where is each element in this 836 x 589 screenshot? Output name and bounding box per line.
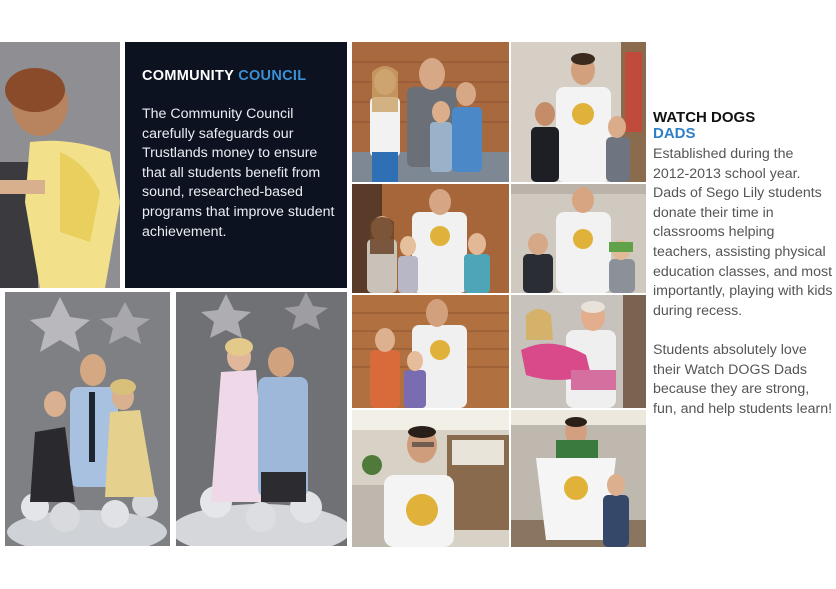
photo-watchdog-dad-boy-girl: [511, 184, 646, 293]
photo-dad-daughter-dance: [176, 292, 347, 546]
council-title-accent: COUNCIL: [238, 68, 307, 84]
photo-watchdog-dad-four-kids: [352, 42, 509, 182]
community-council-box: [125, 42, 347, 288]
watch-dogs-body: [653, 145, 833, 439]
photo-watchdog-dad-boy-and-girl-brick: [352, 295, 509, 408]
council-title-main: COMMUNITY: [142, 68, 234, 84]
photo-girl-yellow-dress: [0, 42, 120, 288]
watch-dogs-paragraph-2: Students absolutely love their Watch DOGS Dads because they are strong, fun, and help students learn!: [653, 341, 833, 417]
watch-dogs-subtitle: DADS: [653, 125, 696, 142]
council-body-text: The Community Council carefully safeguards our Trustlands money to ensure that all students benefit from sound, researched-based programs that improve student achievement.: [142, 106, 335, 240]
watch-dogs-title: WATCH DOGS: [653, 109, 756, 126]
photo-watchdog-dad-two-boys: [511, 42, 646, 182]
photo-watchdog-dad-classroom: [352, 410, 509, 547]
photo-watchdog-dad-three-girls: [352, 184, 509, 293]
council-title: [142, 68, 306, 84]
photo-watchdog-dad-lifting-girl: [511, 295, 646, 408]
photo-dad-two-daughters-dance: [5, 292, 170, 546]
watch-dogs-paragraph-1: Established during the 2012-2013 school year. Dads of Sego Lily students donate their time in classrooms helping teachers, assisting physical education classes, and most importantly, playing with kids during recess.: [653, 146, 833, 319]
photo-watchdog-dad-holding-shirt: [511, 410, 646, 547]
